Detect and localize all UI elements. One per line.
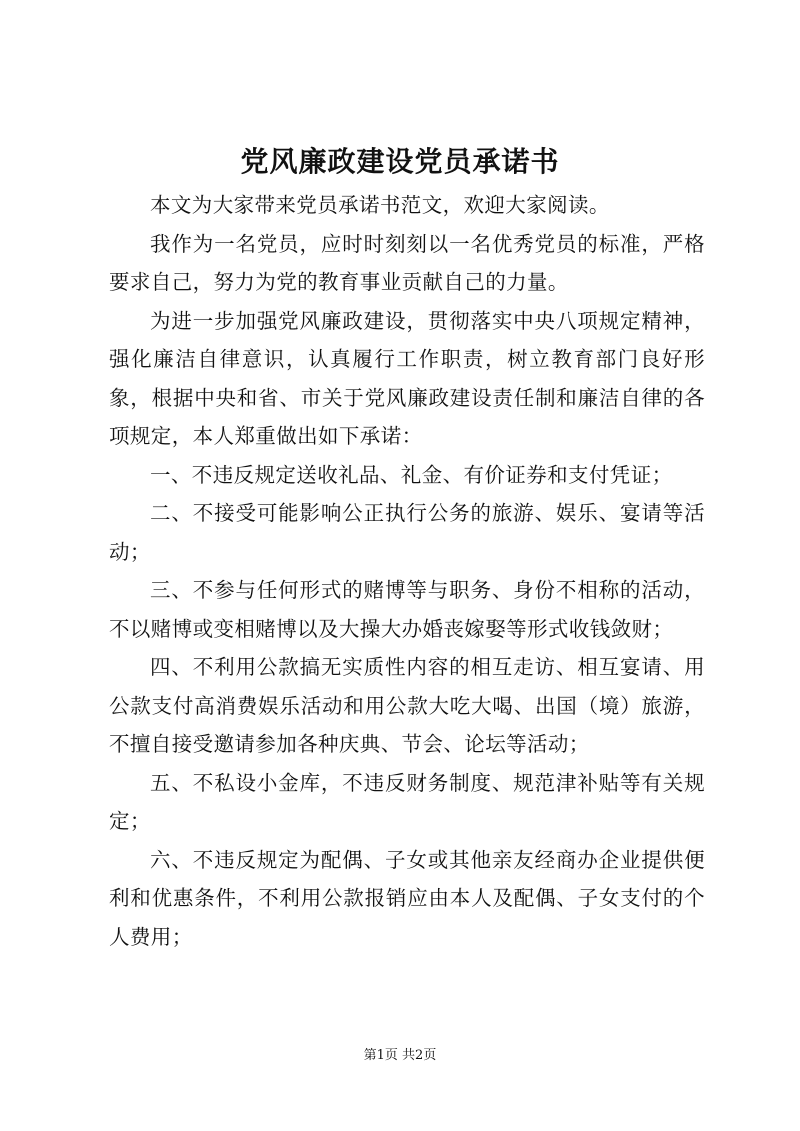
pledge-item-3: 三、不参与任何形式的赌博等与职务、身份不相称的活动，不以赌博或变相赌博以及大操大办婚丧嫁娶等形式收钱敛财；: [109, 578, 705, 641]
paragraph-background: 为进一步加强党风廉政建设，贯彻落实中央八项规定精神，强化廉洁自律意识，认真履行工作职责，树立教育部门良好形象，根据中央和省、市关于党风廉政建设责任制和廉洁自律的各项规定，本人郑重做出如下承诺：: [109, 308, 705, 448]
pledge-item-4: 四、不利用公款搞无实质性内容的相互走访、相互宴请、用公款支付高消费娱乐活动和用公款大吃大喝、出国（境）旅游，不擅自接受邀请参加各种庆典、节会、论坛等活动；: [109, 655, 705, 756]
document-body: [109, 186, 705, 956]
pledge-item-1: 一、不违反规定送收礼品、礼金、有价证券和支付凭证；: [150, 462, 673, 487]
paragraph-pledge-statement: 我作为一名党员，应时时刻刻以一名优秀党员的标准，严格要求自己，努力为党的教育事业贡献自己的力量。: [109, 231, 705, 294]
document-title: 党风廉政建设党员承诺书: [240, 145, 560, 178]
pledge-item-6: 六、不违反规定为配偶、子女或其他亲友经商办企业提供便利和优惠条件，不利用公款报销应由本人及配偶、子女支付的个人费用；: [109, 847, 705, 949]
pledge-item-5: 五、不私设小金库，不违反财务制度、规范津补贴等有关规定；: [109, 770, 705, 833]
paragraph-intro: 本文为大家带来党员承诺书范文，欢迎大家阅读。: [150, 193, 610, 217]
pledge-item-2: 二、不接受可能影响公正执行公务的旅游、娱乐、宴请等活动；: [109, 501, 705, 564]
page-number-footer: 第1页 共2页: [363, 1048, 437, 1063]
